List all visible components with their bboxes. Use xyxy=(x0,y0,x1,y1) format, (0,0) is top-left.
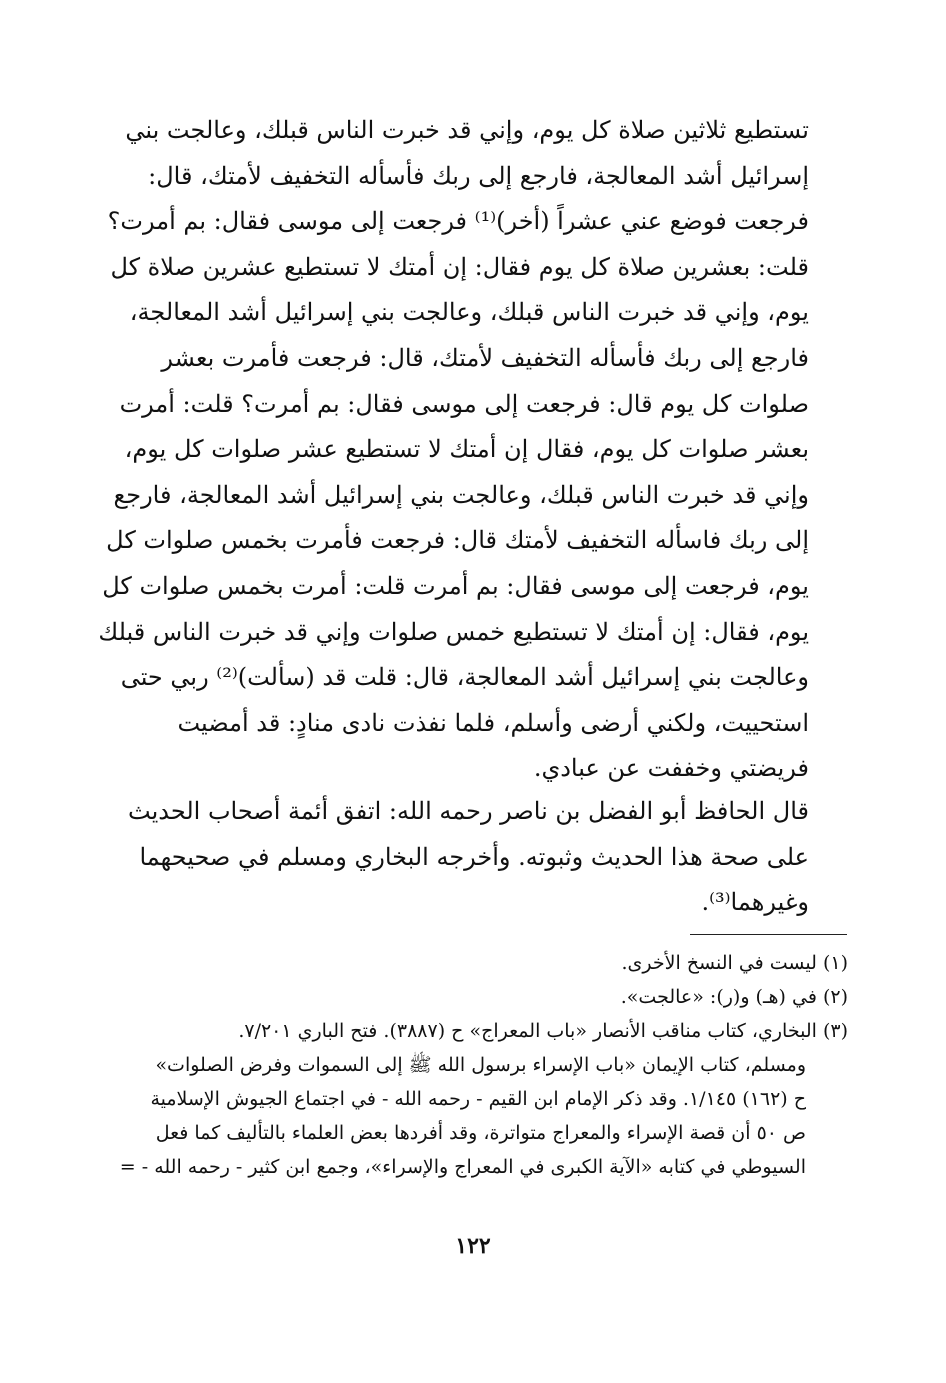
text-line: استحييت، ولكني أرضى وأسلم، فلما نفذت نادى منادٍ: قد أمضيت xyxy=(177,708,809,737)
text-line: وعالجت بني إسرائيل أشد المعالجة، قال: قلت قد (سألت)⁽²⁾ ربي حتى xyxy=(120,663,809,692)
footnote-3-continuation: ص ٥٠ أن قصة الإسراء والمعراج متواترة، وقد أفردها بعض العلماء بالتأليف كما فعل xyxy=(155,1122,806,1144)
text-line: يوم، فرجعت إلى موسى فقال: بم أمرت قلت: أمرت بخمس صلوات كل xyxy=(102,571,809,600)
text-line: إسرائيل أشد المعالجة، فارجع إلى ربك فأسأله التخفيف لأمتك، قال: xyxy=(148,161,809,190)
body-paragraph-2 xyxy=(93,789,809,926)
text-line: وإني قد خبرت الناس قبلك، وعالجت بني إسرائيل أشد المعالجة، فارجع xyxy=(113,480,809,509)
footnotes xyxy=(93,946,848,1184)
footnote-3-continuation: السيوطي في كتابه «الآية الكبرى في المعراج والإسراء»، وجمع ابن كثير - رحمه الله - = xyxy=(119,1156,806,1178)
footnote-3-continuation: ومسلم، كتاب الإيمان «باب الإسراء برسول الله ﷺ إلى السموات وفرض الصلوات» xyxy=(155,1054,806,1076)
page-number: ١٢٢ xyxy=(455,1233,491,1259)
text-line: بعشر صلوات كل يوم، فقال إن أمتك لا تستطيع عشر صلوات كل يوم، xyxy=(124,435,809,464)
text-line: يوم، وإني قد خبرت الناس قبلك، وعالجت بني إسرائيل أشد المعالجة، xyxy=(129,298,809,327)
text-line: صلوات كل يوم قال: فرجعت إلى موسى فقال: بم أمرت؟ قلت: أمرت xyxy=(119,389,809,418)
text-line: إلى ربك فاسأله التخفيف لأمتك قال: فرجعت فأمرت بخمس صلوات كل xyxy=(106,526,809,555)
text-line: قال الحافظ أبو الفضل بن ناصر رحمه الله: اتفق أئمة أصحاب الحديث xyxy=(128,797,809,825)
text-line: على صحة هذا الحديث وثبوته. وأخرجه البخاري ومسلم في صحيحهما xyxy=(139,842,809,871)
text-line: فارجع إلى ربك فأسأله التخفيف لأمتك، قال: فرجعت فأمرت بعشر xyxy=(161,343,809,372)
text-line: قلت: بعشرين صلاة كل يوم فقال: إن أمتك لا تستطيع عشرين صلاة كل xyxy=(110,252,809,281)
footnote-3: (٣) البخاري، كتاب مناقب الأنصار «باب المعراج» ح (٣٨٨٧). فتح الباري ٧/٢٠١. xyxy=(238,1020,848,1042)
text-line: فرجعت فوضع عني عشراً (أخر)⁽¹⁾ فرجعت إلى موسى فقال: بم أمرت؟ xyxy=(107,207,809,236)
footnote-1: (١) ليست في النسخ الأخرى. xyxy=(621,952,848,974)
body-paragraph-1 xyxy=(93,108,809,792)
text-line: تستطيع ثلاثين صلاة كل يوم، وإني قد خبرت الناس قبلك، وعالجت بني xyxy=(125,116,809,144)
text-line: فريضتي وخففت عن عبادي. xyxy=(533,754,809,783)
text-line: يوم، فقال: إن أمتك لا تستطيع خمس صلوات وإني قد خبرت الناس قبلك xyxy=(98,617,809,646)
footnote-separator xyxy=(690,934,847,935)
footnote-2: (٢) في (هـ) و(ر): «عالجت». xyxy=(620,986,848,1008)
footnote-3-continuation: ح (١٦٢) ١/١٤٥. وقد ذكر الإمام ابن القيم - رحمه الله - في اجتماع الجيوش الإسلامية xyxy=(150,1088,806,1110)
text-line: وغيرهما⁽³⁾. xyxy=(701,888,809,917)
